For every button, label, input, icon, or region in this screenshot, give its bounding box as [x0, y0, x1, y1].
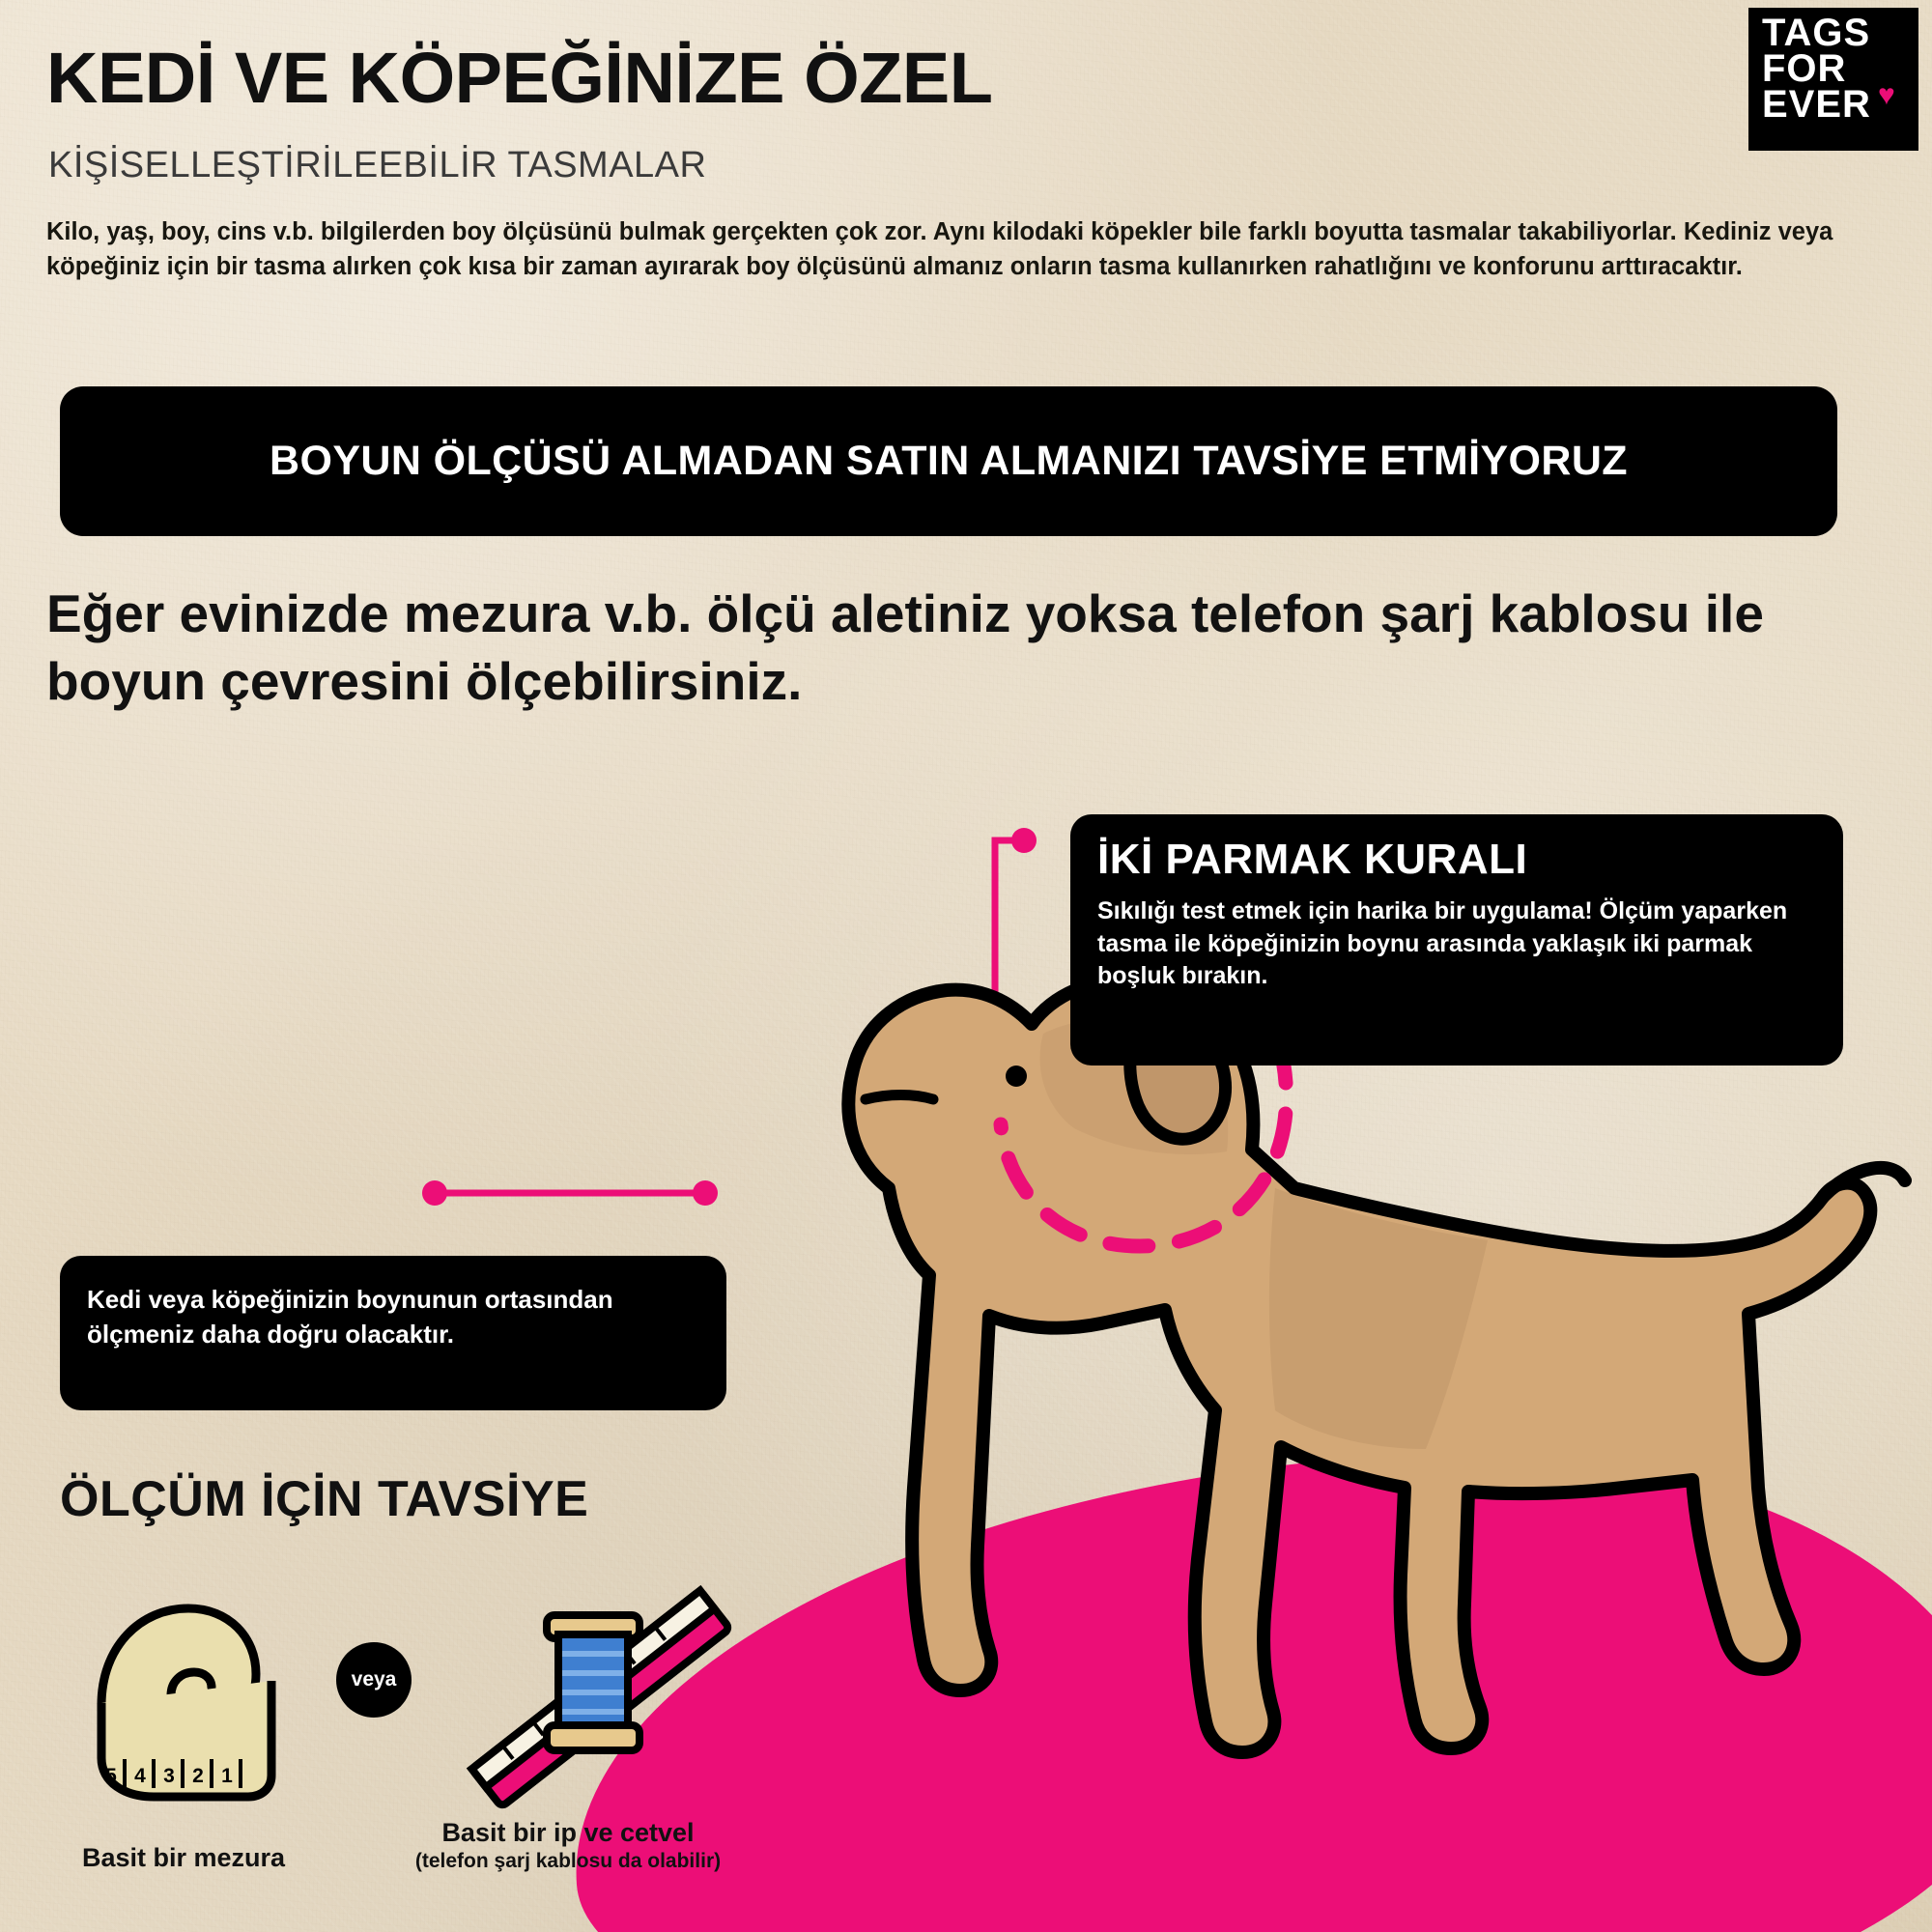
logo-line-1: TAGS	[1762, 12, 1871, 54]
tape-measure-icon	[82, 1589, 290, 1811]
callout-neck-middle-body: Kedi veya köpeğinizin boynunun ortasından ölçmeniz daha doğru olacaktır.	[87, 1285, 613, 1349]
tape-number-2: 2	[192, 1765, 204, 1787]
string-caption-main: Basit bir ip ve cetvel	[441, 1818, 695, 1847]
heart-icon: ♥	[1878, 79, 1895, 111]
callout-two-finger-rule	[1070, 814, 1843, 1065]
page-subtitle: KİŞİSELLEŞTİRİLEEBİLİR TASMALAR	[48, 145, 707, 185]
callout-two-finger-body: Sıkılığı test etmek için harika bir uygulama! Ölçüm yaparken tasma ile köpeğinizin boynu arasında yaklaşık iki parmak boşluk bırakın.	[1097, 897, 1788, 989]
string-caption	[365, 1818, 771, 1873]
tape-number-4: 4	[134, 1765, 146, 1787]
intro-paragraph: Kilo, yaş, boy, cins v.b. bilgilerden boy ölçüsünü bulmak gerçekten çok zor. Aynı kilodaki köpekler bile farklı boyutta tasmalar takabiliyorlar. Kediniz veya köpeğiniz için bir tasma alırken çok kısa bir zaman ayırarak boy ölçüsünü almanız onların tasma kullanırken rahatlığını ve konforunu arttıracaktır.	[46, 218, 1833, 281]
callout-two-finger-title: İKİ PARMAK KURALI	[1097, 836, 1528, 883]
lead-paragraph: Eğer evinizde mezura v.b. ölçü aletiniz yoksa telefon şarj kablosu ile boyun çevresini ölçebilirsiniz.	[46, 583, 1764, 712]
callout-neck-middle	[60, 1256, 726, 1410]
logo-line-2: FOR	[1762, 46, 1847, 90]
tape-number-3: 3	[163, 1765, 175, 1787]
brand-logo	[1748, 8, 1918, 151]
warning-banner-text: BOYUN ÖLÇÜSÜ ALMADAN SATIN ALMANIZI TAVSİYE ETMİYORUZ	[270, 438, 1628, 484]
page-title: KEDİ VE KÖPEĞİNİZE ÖZEL	[46, 38, 993, 118]
logo-line-3: EVER	[1762, 82, 1871, 126]
measure-section-title: ÖLÇÜM İÇİN TAVSİYE	[60, 1471, 589, 1527]
tape-number-5: 5	[105, 1765, 117, 1787]
or-badge: veya	[336, 1642, 412, 1718]
warning-banner	[60, 386, 1837, 536]
tape-number-1: 1	[221, 1765, 233, 1787]
string-caption-sub: (telefon şarj kablosu da olabilir)	[414, 1850, 722, 1873]
tape-caption: Basit bir mezura	[81, 1843, 286, 1872]
ruler-and-spool-icon	[462, 1565, 752, 1821]
